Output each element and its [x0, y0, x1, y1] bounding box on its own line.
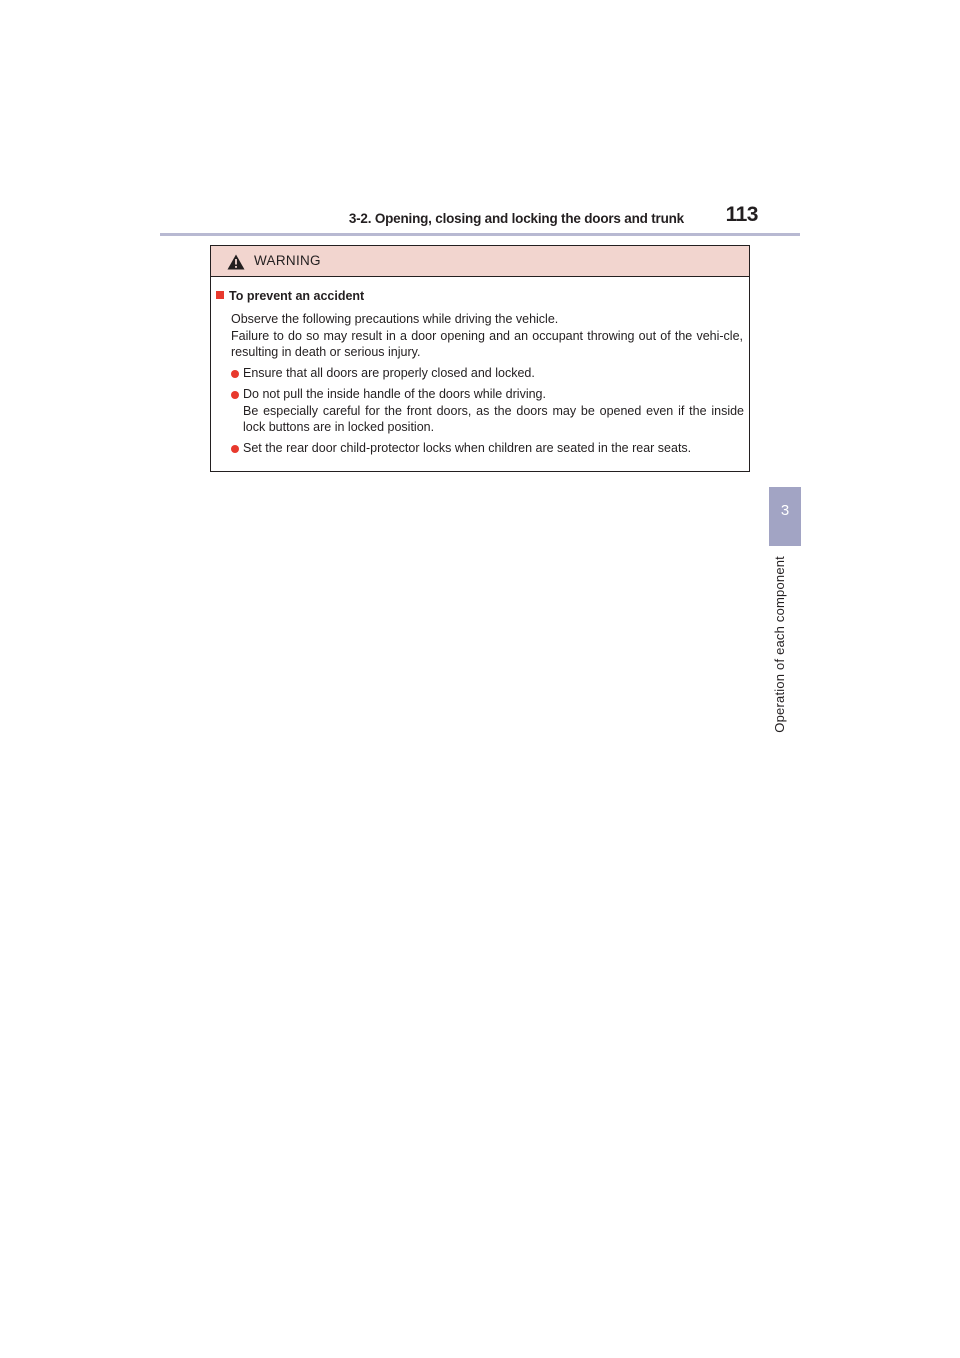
intro-line-2: Failure to do so may result in a door opening and an occupant throwing out of the vehi-cle, resulting in death or serious injury.	[231, 328, 743, 359]
chapter-number: 3	[780, 502, 790, 519]
bullet-text: Ensure that all doors are properly closed and locked.	[243, 366, 535, 380]
square-bullet-icon	[216, 291, 224, 299]
intro-line-1: Observe the following precautions while driving the vehicle.	[231, 312, 559, 326]
warning-triangle-icon	[227, 254, 245, 270]
warning-box	[210, 245, 750, 472]
bullet-line-1: Do not pull the inside handle of the doors while driving.	[243, 387, 546, 401]
section-title: 3-2. Opening, closing and locking the doors and trunk	[348, 211, 684, 226]
round-bullet-icon	[231, 445, 239, 453]
page-header	[160, 202, 800, 232]
warning-subheading	[216, 289, 364, 303]
bullet-item	[231, 386, 744, 436]
bullet-text: Set the rear door child-protector locks when children are seated in the rear seats.	[243, 441, 692, 455]
page-number: 113	[725, 203, 758, 226]
header-rule	[160, 233, 800, 236]
chapter-tab	[769, 487, 801, 546]
warning-header	[211, 246, 749, 277]
bullet-text	[243, 386, 744, 436]
round-bullet-icon	[231, 391, 239, 399]
subheading-text: To prevent an accident	[229, 289, 365, 303]
bullet-item	[231, 440, 744, 457]
chapter-label: Operation of each component	[772, 556, 787, 733]
bullet-line-2: Be especially careful for the front doors, as the doors may be opened even if the inside lock buttons are in locked position.	[243, 403, 744, 434]
intro-paragraph	[231, 311, 743, 361]
warning-title: WARNING	[254, 253, 321, 268]
round-bullet-icon	[231, 370, 239, 378]
bullet-item	[231, 365, 744, 382]
